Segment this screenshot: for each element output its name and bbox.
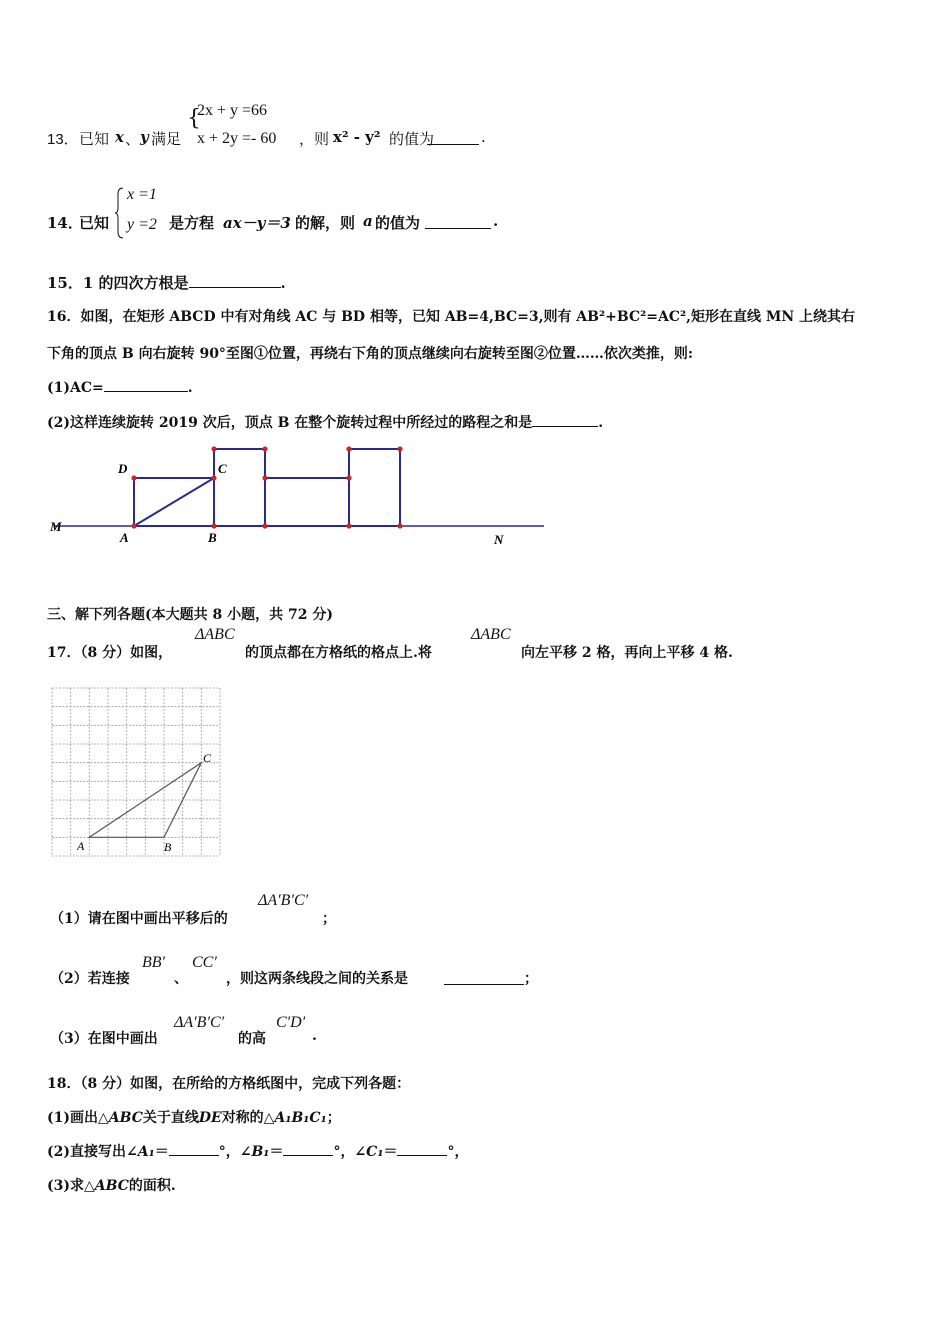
q15-end: . — [280, 274, 286, 292]
q16-sub2-blank[interactable] — [532, 413, 598, 427]
label-d: D — [118, 461, 128, 476]
q13-post1: ，则 — [299, 130, 330, 148]
q16-sub2-end: . — [598, 415, 604, 431]
q18-p2-a: A₁ — [137, 1144, 155, 1160]
q13-pre: 已知 — [79, 130, 110, 148]
q17-part1 — [50, 892, 450, 926]
q18-p2-c: C₁ — [366, 1144, 384, 1160]
q18-p2-last: °， — [447, 1144, 469, 1160]
q18-p2-blank-b[interactable] — [283, 1142, 333, 1156]
q13-post2: 的值为 — [389, 130, 435, 148]
q18-part2 — [47, 1141, 468, 1161]
q17-p3-tri: ΔA′B′C′ — [174, 1014, 225, 1031]
q18-p1-pre: (1)画出△ — [47, 1110, 109, 1126]
label-n: N — [494, 532, 504, 547]
q13-eq1: 2x + y =66 — [197, 102, 268, 119]
q14-pre: 已知 — [79, 214, 110, 232]
q16-sub1 — [47, 378, 193, 396]
q18-title: 18．（8 分）如图，在所给的方格纸图中，完成下列各题： — [47, 1076, 411, 1092]
q17-p2-mid: ，则这两条线段之间的关系是 — [226, 971, 408, 987]
q18-p1-mid: 关于直线 — [142, 1110, 199, 1126]
q17-p3-end: . — [312, 1028, 317, 1044]
q18-p3-pre: (3)求△ — [47, 1178, 95, 1194]
q17-p2-text: （2）若连接 — [50, 971, 130, 987]
q17-p2-end: ； — [524, 971, 538, 987]
q17-part2 — [50, 952, 570, 986]
q14-brace — [115, 186, 125, 240]
q18-p1-res: A₁B₁C₁ — [274, 1110, 327, 1126]
q17-grid-figure — [50, 686, 224, 862]
q14-post2: 的值为 — [375, 214, 421, 232]
q14-end: . — [493, 212, 499, 230]
q16-line1: 16．如图，在矩形 ABCD 中有对角线 AC 与 BD 相等，已知 AB=4,BC=3,则有 AB²+BC²=AC²,矩形在直线 MN 上绕其右 — [47, 309, 856, 325]
q17-p3-mid: 的高 — [238, 1031, 266, 1047]
q18-part3 — [47, 1175, 176, 1195]
q17-post: 向左平移 2 格，再向上平移 4 格. — [521, 645, 733, 661]
q18-p1-mid2: 对称的△ — [221, 1110, 275, 1126]
q14-eq2: y =2 — [127, 216, 157, 233]
q14-number: 14． — [47, 214, 83, 232]
q14-post: 的解，则 — [295, 214, 356, 232]
q18-p2-pre: (2)直接写出∠ — [47, 1144, 138, 1160]
q13-brace: { — [187, 106, 201, 131]
q18-p2-eq-b: ＝ — [269, 1144, 284, 1160]
question-15 — [47, 272, 286, 293]
q17-tri: ΔABC — [195, 626, 235, 643]
label-b: B — [208, 530, 217, 545]
label-m: M — [50, 519, 62, 534]
q18-part1 — [47, 1107, 341, 1127]
q18-p3-abc: ABC — [94, 1178, 129, 1194]
q13-cond: 满足 — [151, 130, 182, 148]
q15-text: 15．1 的四次方根是 — [47, 274, 189, 292]
q13-number: 13． — [47, 131, 79, 148]
q16-sub1-text: (1)AC= — [47, 380, 104, 396]
q13-answer-blank[interactable] — [427, 130, 479, 145]
q17-p3-text: （3）在图中画出 — [50, 1031, 158, 1047]
q17-p2-blank[interactable] — [444, 970, 524, 985]
q17-mid: 的顶点都在方格纸的格点上.将 — [245, 645, 432, 661]
q18-p2-blank-a[interactable] — [169, 1142, 219, 1156]
q16-line2: 下角的顶点 B 向右旋转 90°至图①位置，再绕右下角的顶点继续向右旋转至图②位置……依次类推，则: — [47, 346, 694, 362]
section-3-title: 三、解下列各题(本大题共 8 小题，共 72 分) — [47, 607, 333, 623]
grid-label-b: B — [164, 840, 172, 854]
q17-p1-tri: ΔA′B′C′ — [258, 892, 309, 909]
q18-p2-b: B₁ — [251, 1144, 270, 1160]
q13-sep: 、 — [125, 130, 141, 148]
q16-sub2-text: (2)这样连续旋转 2019 次后，顶点 B 在整个旋转过程中所经过的路程之和是 — [47, 415, 533, 431]
question-14 — [47, 182, 547, 242]
q14-answer-blank[interactable] — [425, 214, 491, 229]
q18-p2-eq-a: ＝ — [154, 1144, 169, 1160]
q14-equation: ax－y＝3 — [223, 214, 291, 232]
q18-p3-end: 的面积. — [128, 1178, 176, 1194]
q14-eq1: x =1 — [127, 186, 157, 203]
vertex-points — [131, 446, 402, 528]
q13-expr: x² - y² — [333, 128, 381, 146]
rectangle-position-3 — [349, 449, 400, 526]
q16-sub1-blank[interactable] — [104, 378, 188, 392]
rectangle-position-2 — [265, 478, 349, 526]
q15-answer-blank[interactable] — [189, 273, 281, 288]
q18-p2-deg-a: °，∠ — [218, 1144, 252, 1160]
q18-p1-end: ； — [326, 1110, 341, 1126]
label-a: A — [120, 530, 129, 545]
q14-a: a — [363, 212, 373, 230]
q18-p1-abc: ABC — [108, 1110, 143, 1126]
q17-p2-seg1: BB′ — [142, 954, 166, 971]
label-c: C — [218, 461, 227, 476]
q13-eq2: x + 2y =- 60 — [197, 130, 277, 147]
grid-label-c: C — [203, 751, 212, 765]
q18-p2-blank-c[interactable] — [397, 1142, 447, 1156]
q18-p2-eq-c: ＝ — [383, 1144, 398, 1160]
q14-mid: 是方程 — [169, 214, 215, 232]
q18-p2-deg-b: °，∠ — [333, 1144, 367, 1160]
q18-p1-de: DE — [198, 1110, 222, 1126]
q13-y: y — [140, 128, 149, 146]
question-17 — [47, 626, 807, 666]
q17-p1-text: （1）请在图中画出平移后的 — [50, 911, 228, 927]
q16-rotation-figure — [40, 440, 560, 555]
q17-p3-seg: C′D′ — [276, 1014, 306, 1031]
q17-p2-seg2: CC′ — [192, 954, 217, 971]
grid-lines — [52, 688, 220, 856]
q17-num: 17．（8 分）如图， — [47, 645, 173, 661]
q17-p1-end: ； — [322, 911, 336, 927]
q17-part3 — [50, 1012, 450, 1046]
q17-p2-sep: 、 — [174, 971, 188, 987]
grid-label-a: A — [77, 839, 85, 853]
q16-sub1-end: . — [187, 380, 193, 396]
diagonal-ac — [134, 478, 214, 526]
q16-sub2 — [47, 412, 603, 432]
q13-x: x — [115, 128, 124, 146]
q17-tri2: ΔABC — [471, 626, 511, 643]
q13-end: . — [481, 128, 486, 146]
